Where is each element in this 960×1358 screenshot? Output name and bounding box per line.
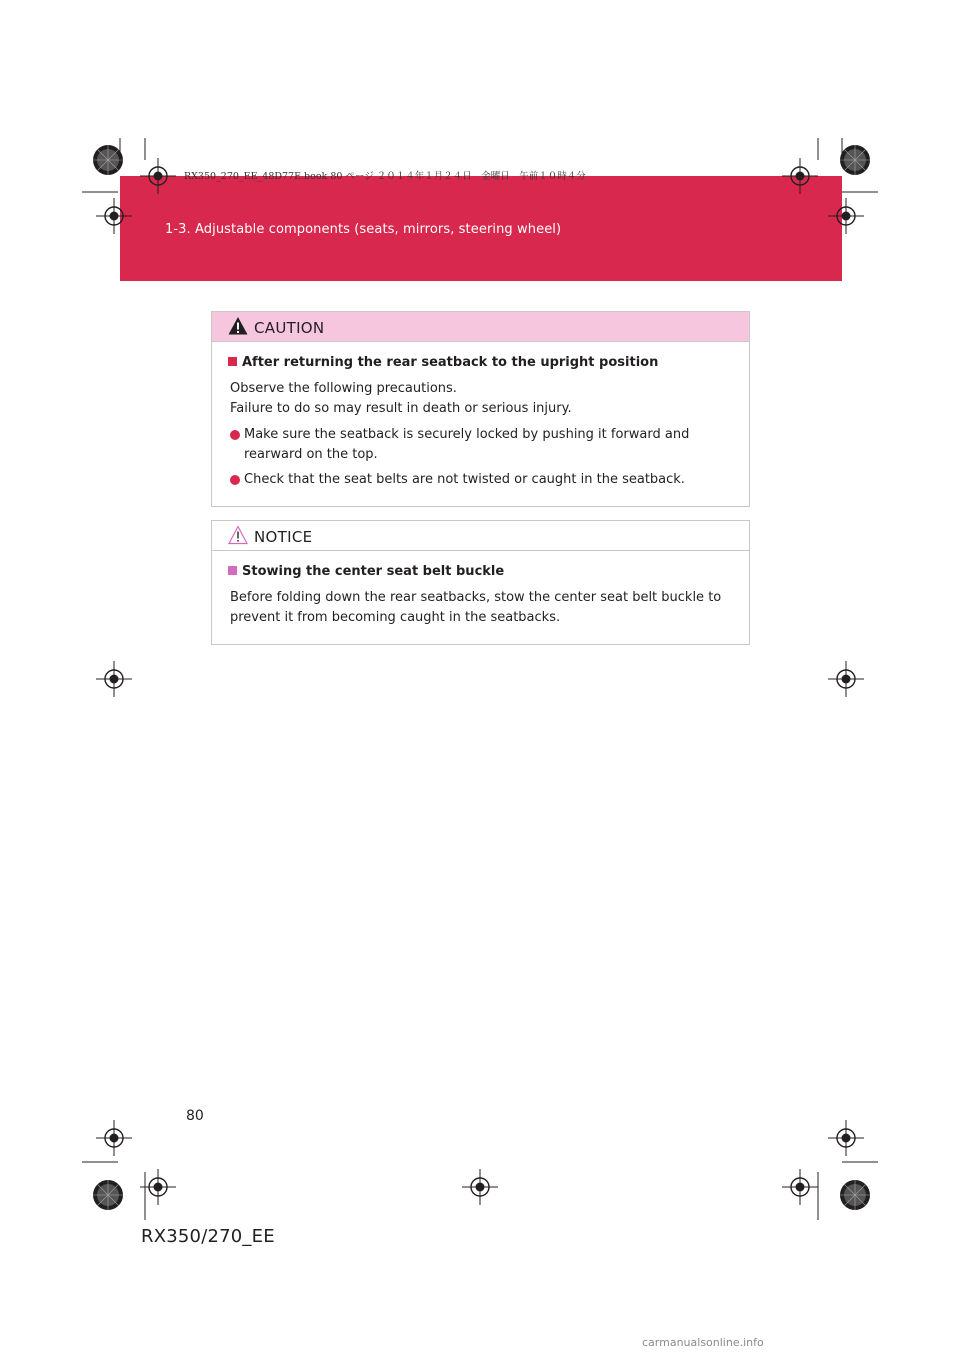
section-header-title: 1-3. Adjustable components (seats, mirrors, steering wheel) [165, 222, 562, 237]
file-stamp: RX350_270_EE_48D77E.book 80 ページ ２０１４年１月２４日 金曜日 午前１０時４分 [184, 171, 586, 182]
notice-label: NOTICE [254, 528, 313, 546]
watermark: carmanualsonline.info [642, 1336, 764, 1349]
caution-intro-line: Observe the following precautions. [230, 381, 457, 396]
model-code: RX350/270_EE [141, 1226, 275, 1247]
caution-label: CAUTION [254, 319, 325, 337]
page-number: 80 [186, 1108, 204, 1124]
notice-section-title: Stowing the center seat belt buckle [228, 564, 504, 579]
crop-registration-mark-icon [96, 158, 864, 1205]
caution-section-title: After returning the rear seatback to the upright position [228, 355, 658, 370]
caution-bullet: Make sure the seatback is securely locked by pushing it forward and rearward on the top. [230, 425, 750, 465]
color-calibration-disc-icon [93, 145, 870, 1210]
caution-bullet: Check that the seat belts are not twisted or caught in the seatback. [230, 470, 750, 490]
caution-intro-line: Failure to do so may result in death or serious injury. [230, 401, 572, 416]
trim-lines [82, 138, 878, 1220]
notice-body: Before folding down the rear seatbacks, stow the center seat belt buckle to prevent it from becoming caught in the seatbacks. [230, 590, 722, 625]
